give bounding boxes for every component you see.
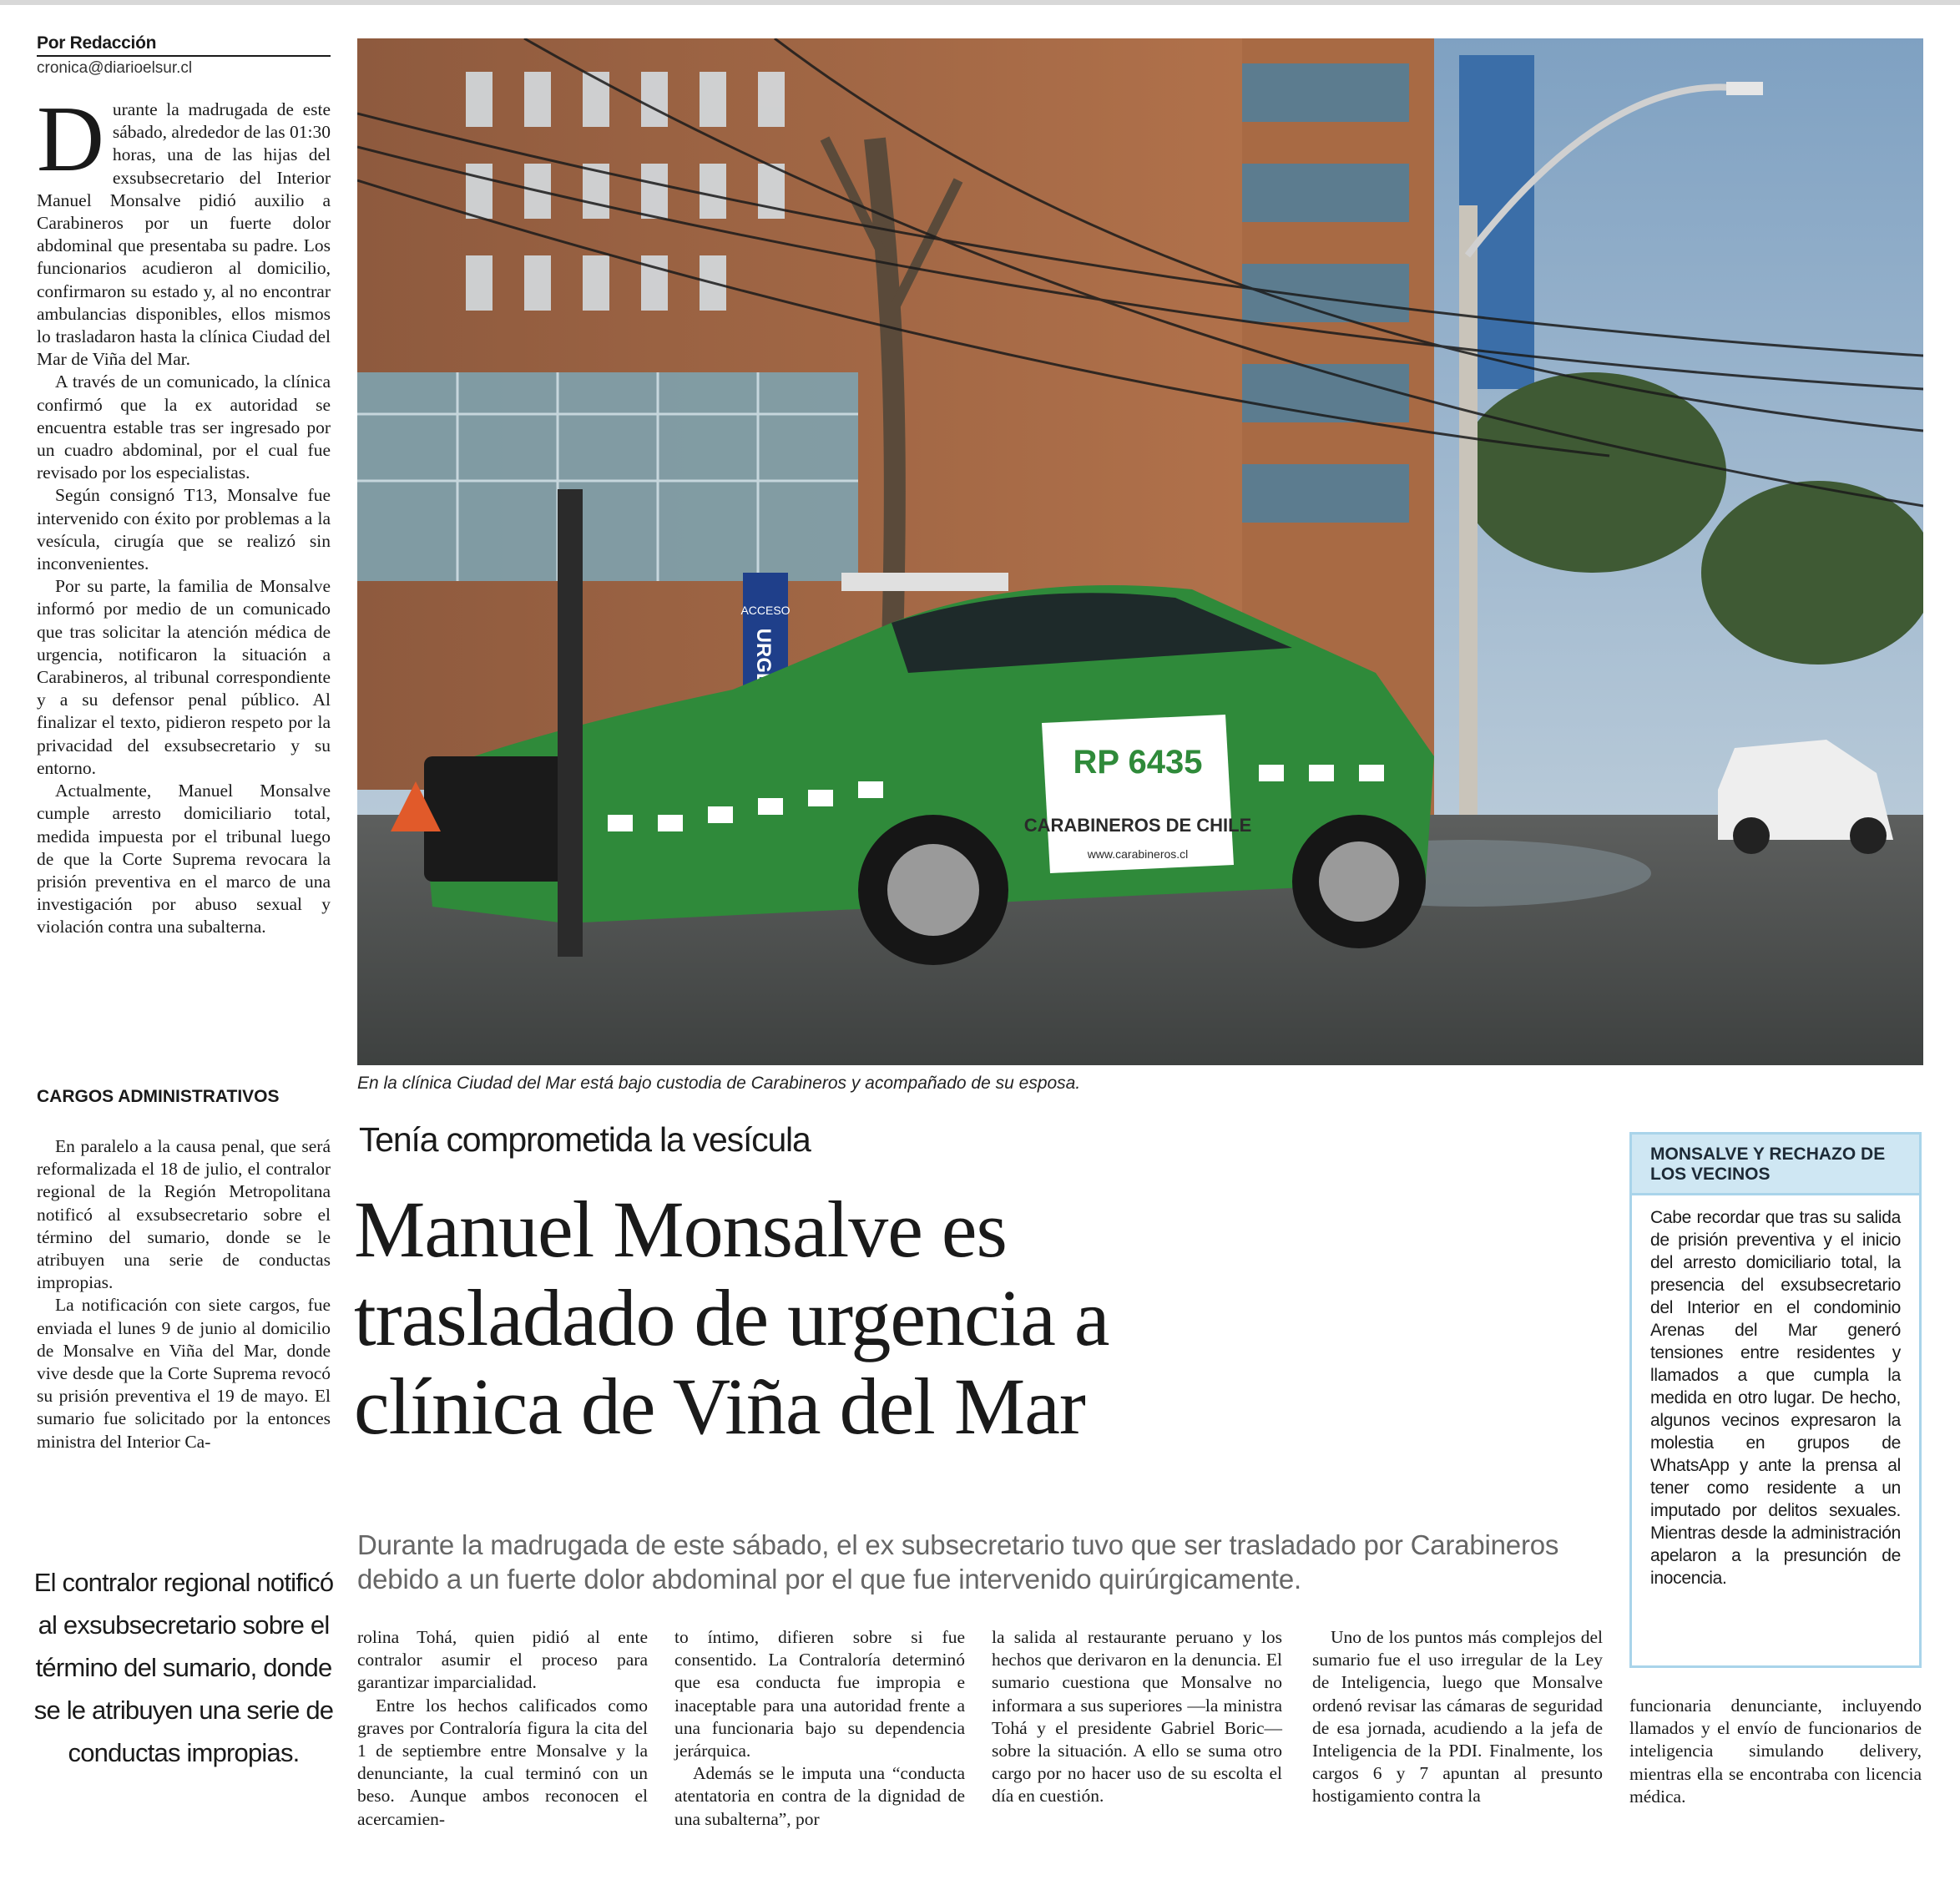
paragraph: Además se le imputa una “conducta atentatoria en contra de la dignidad de una subalterna”, por [674, 1763, 965, 1829]
headline-line: trasladado de urgencia a [354, 1273, 1109, 1362]
body-column-1 [357, 1626, 648, 1831]
paragraph: A través de un comunicado, la clínica confirmó que la ex autoridad se encuentra estable tras ser ingresado por un cuadro abdominal, por el cual fue revisado por los especialistas. [37, 371, 331, 483]
car-url-text: www.carabineros.cl [1087, 847, 1189, 861]
car-label-text: CARABINEROS DE CHILE [1023, 815, 1252, 836]
paragraph: la salida al restaurante peruano y los hechos que derivaron en la denuncia. El sumario cuestiona que Monsalve no informara a sus superiores —la ministra Tohá y el presidente Gabriel Boric— sobre la situación. A ello se suma otro cargo por no hacer uso de su escolta el día en cuestión. [992, 1627, 1282, 1807]
byline-email: cronica@diarioelsur.cl [37, 59, 193, 77]
paragraph: Actualmente, Manuel Monsalve cumple arresto domiciliario total, medida impuesta por el tribunal luego de que la Corte Suprema revocara la prisión preventiva en el marco de una investigación por abuso sexual y violación contra una subalterna. [37, 781, 331, 937]
left-column-text [37, 88, 331, 939]
paragraph: La notificación con siete cargos, fue enviada el lunes 9 de junio al domicilio de Monsalve en Viña del Mar, donde vive desde que la Corte Suprema revocó su prisión preventiva el 19 de mayo. El sumario fue solicitado por la entonces ministra del Interior Ca- [37, 1295, 331, 1452]
paragraph: to íntimo, difieren sobre si fue consentido. La Contraloría determinó que esa conducta fue impropia e inaceptable para una autoridad frente a una funcionaria bajo su dependencia jerárquica. [674, 1627, 965, 1761]
body-column-4 [1312, 1626, 1603, 1808]
car-plate-text: RP 6435 [1073, 744, 1203, 781]
paragraph: rolina Tohá, quien pidió al ente contralor asumir el proceso para garantizar imparcialidad. [357, 1627, 648, 1693]
sidebar-box [1629, 1132, 1922, 1668]
paragraph: Uno de los puntos más complejos del sumario fue el uso irregular de la Ley de Inteligencia, luego que Monsalve ordenó revisar las cámaras de seguridad de esa jornada, acudiendo a la jefa de Inteligencia de la PDI. Finalmente, los cargos 6 y 7 apuntan al presunto hostigamiento contra la [1312, 1627, 1603, 1807]
kicker: Tenía comprometida la vesícula [359, 1120, 811, 1159]
body-column-3 [992, 1626, 1282, 1808]
photo-caption: En la clínica Ciudad del Mar está bajo custodia de Carabineros y acompañado de su esposa. [357, 1074, 1081, 1093]
drop-cap: D [37, 88, 104, 191]
headline-line: clínica de Viña del Mar [354, 1362, 1085, 1451]
body-column-5 [1629, 1695, 1922, 1808]
sidebar-title: MONSALVE Y RECHAZO DE LOS VECINOS [1632, 1135, 1919, 1193]
pull-quote: El contralor regional notificó al exsubsecretario sobre el término del sumario, donde se le atribuyen una serie de conductas impropias. [33, 1568, 334, 1767]
headline-line: Manuel Monsalve es [354, 1185, 1007, 1274]
paragraph-text: urante la madrugada de este sábado, alrededor de las 01:30 horas, una de las hijas del exsubsecretario del Interior Manuel Monsalve pidió auxilio a Carabineros por un fuerte dolor abdominal que presentaba su padre. Los funcionarios acudieron al domicilio, confirmaron su estado y, al no encontrar ambulancias disponibles, ellos mismos lo trasladaron hasta la clínica Ciudad del Mar de Viña del Mar. [37, 99, 331, 370]
sidebar-separator [1632, 1193, 1919, 1195]
paragraph: Entre los hechos calificados como graves por Contraloría figura la cita del 1 de septiembre entre Monsalve y la denunciante, la cual terminó con un beso. Aunque ambos reconocen el acercamien- [357, 1695, 648, 1829]
paragraph [37, 88, 331, 371]
byline-author: Por Redacción [37, 33, 157, 53]
news-photo [357, 38, 1923, 1065]
photo-illustration [357, 38, 1923, 1065]
body-column-2 [674, 1626, 965, 1831]
headline [354, 1185, 1606, 1451]
sidebar-text: Cabe recordar que tras su salida de prisión preventiva y el inicio del arresto domiciliario total, la presencia del exsubsecretario del Interior en el condominio Arenas del Mar generó tensiones entre residentes y llamados a que cumpla la medida en otro lugar. De hecho, algunos vecinos expresaron la molestia en grupos de WhatsApp y ante la prensa al tener como residente a un imputado por delitos sexuales. Mientras desde la administración apelaron a la presunción de inocencia. [1650, 1208, 1901, 1588]
paragraph: Por su parte, la familia de Monsalve informó por medio de un comunicado que tras solicitar la atención médica de urgencia, notificaron la situación a Carabineros, al tribunal correspondiente y a su defensor penal público. Al finalizar el texto, pidieron respeto por la privacidad del exsubsecretario y su entorno. [37, 576, 331, 778]
paragraph: funcionaria denunciante, incluyendo llamados y el envío de funcionarios de inteligencia simulando delivery, mientras ella se encontraba con licencia médica. [1629, 1696, 1922, 1807]
paragraph: En paralelo a la causa penal, que será reformalizada el 18 de julio, el contralor regional de la Región Metropolitana notificó al exsubsecretario sobre el término del sumario, donde se le atribuyen una serie de conductas impropias. [37, 1136, 331, 1293]
subhead-cargos: CARGOS ADMINISTRATIVOS [37, 1087, 280, 1106]
left-column-text-2 [37, 1135, 331, 1453]
top-rule [0, 0, 1960, 5]
byline-rule [37, 55, 331, 57]
sign-small-text: ACCESO [740, 604, 791, 617]
paragraph: Según consignó T13, Monsalve fue intervenido con éxito por problemas a la vesícula, cirugía que se realizó sin inconvenientes. [37, 485, 331, 574]
deck-summary: Durante la madrugada de este sábado, el ex subsecretario tuvo que ser trasladado por Carabineros debido a un fuerte dolor abdominal por el que fue intervenido quirúrgicamente. [357, 1529, 1559, 1594]
sign-text: URGEN [752, 628, 775, 701]
